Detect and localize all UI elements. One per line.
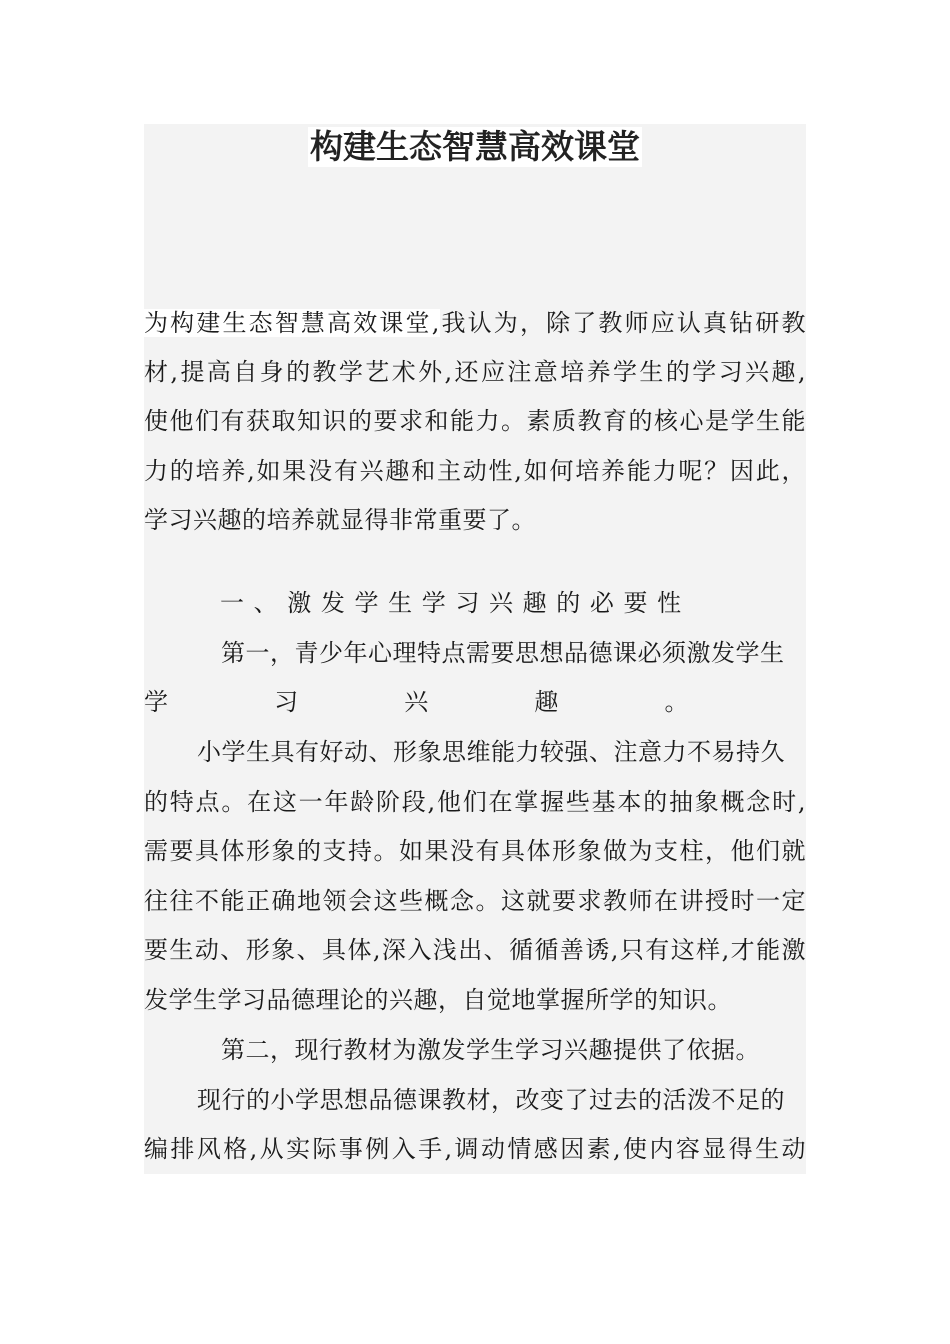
paragraph-text: 我认为，除了教师应认真钻研教 [439, 309, 806, 337]
paragraph-line: 编排风格,从实际事例入手,调动情感因素,使内容显得生动 [144, 1135, 806, 1163]
highlighted-text: 为构建生态智慧高效课堂, [144, 309, 440, 337]
paragraph-line: 第二，现行教材为激发学生学习兴趣提供了依据。 [221, 1036, 760, 1064]
paragraph-line: 学习兴趣的培养就显得非常重要了。 [144, 506, 536, 534]
paragraph-line: 力的培养,如果没有兴趣和主动性,如何培养能力呢？因此， [144, 457, 806, 485]
title-container [144, 124, 806, 170]
document-title: 构建生态智慧高效课堂 [310, 127, 640, 166]
paragraph-line: 第一，青少年心理特点需要思想品德课必须激发学生 [221, 639, 785, 667]
paragraph-line: 现行的小学思想品德课教材，改变了过去的活泼不足的 [197, 1086, 785, 1114]
paragraph-line: 小学生具有好动、形象思维能力较强、注意力不易持久 [197, 738, 785, 766]
paragraph-line: 往往不能正确地领会这些概念。这就要求教师在讲授时一定 [144, 887, 806, 915]
paragraph-line: 发学生学习品德理论的兴趣，自觉地掌握所学的知识。 [144, 986, 732, 1014]
paragraph-line: 使他们有获取知识的要求和能力。素质教育的核心是学生能 [144, 407, 806, 435]
document-page [144, 124, 806, 1174]
paragraph-line: 学 习 兴 趣 。 [144, 688, 689, 716]
paragraph-line: 的特点。在这一年龄阶段,他们在掌握些基本的抽象概念时, [144, 788, 806, 816]
paragraph-line [144, 298, 806, 348]
paragraph-line: 要生动、形象、具体,深入浅出、循循善诱,只有这样,才能激 [144, 936, 806, 964]
section-heading: 一 、 激 发 学 生 学 习 兴 趣 的 必 要 性 [220, 589, 683, 617]
paragraph-line: 材,提高自身的教学艺术外,还应注意培养学生的学习兴趣, [144, 358, 806, 386]
paragraph-line: 需要具体形象的支持。如果没有具体形象做为支柱，他们就 [144, 837, 806, 865]
